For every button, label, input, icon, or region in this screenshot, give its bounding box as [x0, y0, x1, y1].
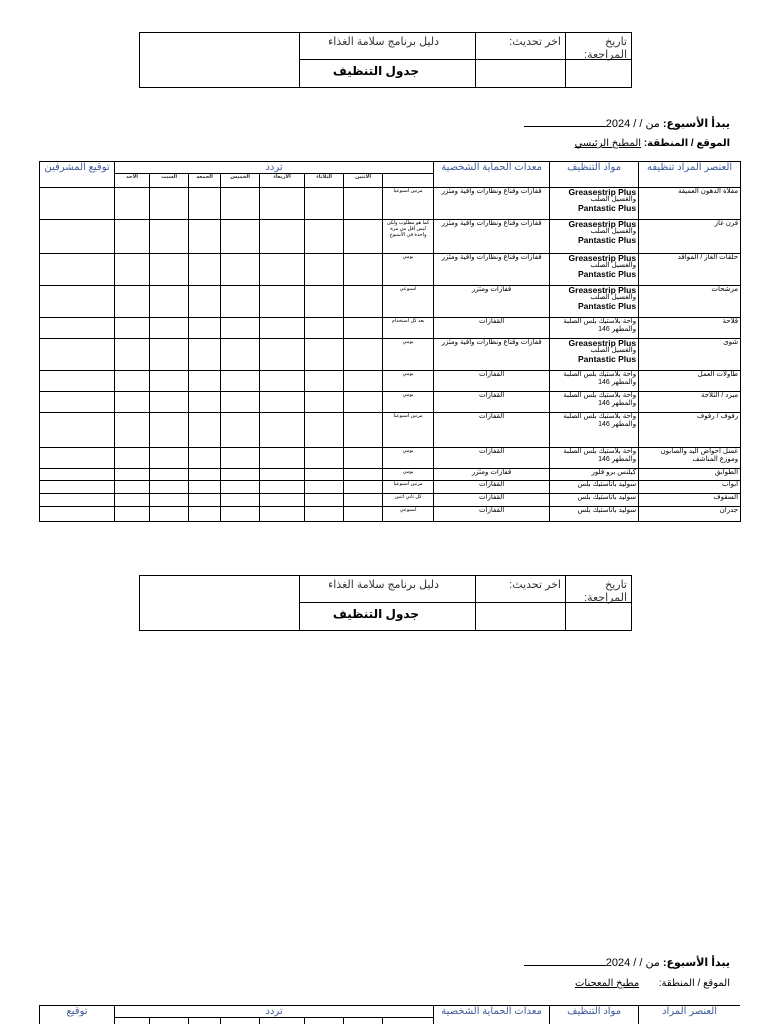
row-frequency: أسبوعي	[383, 286, 434, 318]
row-materials	[550, 371, 639, 392]
row-frequency: بعد كل استخدام	[383, 318, 434, 339]
row-materials	[550, 188, 639, 220]
table-row	[40, 507, 741, 522]
day-check-cell[interactable]	[150, 254, 189, 286]
row-materials	[550, 220, 639, 254]
day-check-cell[interactable]	[150, 494, 189, 507]
day-check-cell[interactable]	[115, 392, 150, 413]
week-start-value: من / / 2024	[605, 118, 660, 130]
day-check-cell[interactable]	[221, 188, 260, 220]
day-check-cell[interactable]	[260, 286, 305, 318]
row-item: غسل أحواض اليد والصابون وموزع المناشف	[639, 448, 741, 469]
row-item: مقلاة الدهون العميقة	[639, 188, 741, 220]
signature-cell[interactable]	[40, 220, 115, 254]
day-check-cell[interactable]	[189, 392, 221, 413]
day-check-cell[interactable]	[150, 286, 189, 318]
table-row	[40, 413, 741, 448]
day-check-cell[interactable]	[344, 507, 383, 522]
row-ppe: قفازات وقناع ونظارات واقية ومئزر	[434, 339, 550, 371]
material-product: Pantastic Plus	[577, 203, 637, 213]
table-row	[40, 318, 741, 339]
day-check-cell[interactable]	[150, 318, 189, 339]
day-check-cell[interactable]	[344, 188, 383, 220]
day-check-cell[interactable]	[189, 286, 221, 318]
site-label: الموقع / المنطقة:	[643, 138, 730, 149]
row-frequency: مرتين اسبوعيا	[383, 188, 434, 220]
row-materials	[550, 448, 639, 469]
row-frequency: يومي	[383, 371, 434, 392]
row-item: فرن غاز	[639, 220, 741, 254]
row-ppe: قفازات وقناع ونظارات واقية ومئزر	[434, 188, 550, 220]
day-check-cell[interactable]	[305, 339, 344, 371]
header-empty-cell	[139, 32, 300, 88]
table-row	[40, 469, 741, 481]
day-check-cell[interactable]	[260, 188, 305, 220]
row-frequency: يومي	[383, 392, 434, 413]
row-ppe: القفازات	[434, 371, 550, 392]
day-check-cell[interactable]	[305, 494, 344, 507]
site-line-1	[575, 138, 730, 149]
row-materials	[550, 254, 639, 286]
day-check-cell[interactable]	[260, 413, 305, 448]
row-materials	[550, 392, 639, 413]
signature-cell[interactable]	[40, 286, 115, 318]
row-item: شوى	[639, 339, 741, 371]
day-check-cell[interactable]	[189, 339, 221, 371]
col-header-frequency: تردد	[115, 1006, 434, 1018]
schedule-title: جدول التنظيف	[299, 59, 476, 88]
col-header-item: العنصر المراد تنظيفه	[639, 162, 741, 188]
day-check-cell[interactable]	[189, 254, 221, 286]
program-title: دليل برنامج سلامة الغذاء	[299, 575, 476, 603]
day-cell	[305, 1018, 344, 1024]
row-item: قلاحة	[639, 318, 741, 339]
material-product: Greasestrip Plus	[568, 285, 637, 295]
material-product: Pantastic Plus	[577, 235, 637, 245]
day-check-cell[interactable]	[115, 286, 150, 318]
week-start-label: يبدأ الأسبوع:	[662, 957, 730, 969]
col-header-frequency: تردد	[115, 162, 434, 174]
day-header-blank	[383, 174, 434, 188]
table-row	[40, 371, 741, 392]
day-cell	[221, 1018, 260, 1024]
table-row	[40, 448, 741, 469]
material-text: واحة بلاستيك بلس الصلبة والمطهر 146	[563, 371, 637, 386]
day-check-cell[interactable]	[305, 254, 344, 286]
day-check-cell[interactable]	[115, 318, 150, 339]
day-check-cell[interactable]	[344, 469, 383, 481]
day-check-cell[interactable]	[305, 318, 344, 339]
signature-cell[interactable]	[40, 392, 115, 413]
day-header-sat: السبت	[150, 174, 189, 188]
material-product: Greasestrip Plus	[568, 219, 637, 229]
day-check-cell[interactable]	[150, 413, 189, 448]
day-check-cell[interactable]	[305, 469, 344, 481]
review-date-label: تاريخ المراجعة:	[565, 575, 632, 603]
material-product: Pantastic Plus	[577, 301, 637, 311]
day-check-cell[interactable]	[221, 286, 260, 318]
week-start-label: يبدأ الأسبوع:	[662, 118, 730, 130]
col-header-signature: توقيع المشرفين	[40, 162, 115, 188]
day-check-cell[interactable]	[344, 392, 383, 413]
row-item: رفوف / رفوف	[639, 413, 741, 448]
row-ppe: قفازات ومئزر	[434, 469, 550, 481]
col-header-item: العنصر المراد	[639, 1006, 740, 1024]
row-ppe: قفازات ومئزر	[434, 286, 550, 318]
day-check-cell[interactable]	[150, 448, 189, 469]
last-update-label: اخر تحديث:	[475, 575, 566, 603]
day-check-cell[interactable]	[115, 494, 150, 507]
day-check-cell[interactable]	[344, 318, 383, 339]
day-check-cell[interactable]	[305, 413, 344, 448]
header-empty-cell	[139, 575, 300, 631]
col-header-ppe: معدات الحماية الشخصية	[434, 162, 550, 188]
day-check-cell[interactable]	[305, 507, 344, 522]
day-check-cell[interactable]	[221, 318, 260, 339]
material-text: سوليد باتاستيك بلس	[577, 481, 637, 488]
site-label: الموقع / المنطقة:	[658, 978, 730, 989]
day-check-cell[interactable]	[305, 448, 344, 469]
day-check-cell[interactable]	[221, 339, 260, 371]
day-check-cell[interactable]	[221, 392, 260, 413]
day-check-cell[interactable]	[221, 254, 260, 286]
day-check-cell[interactable]	[115, 469, 150, 481]
day-cell	[383, 1018, 434, 1024]
table-row	[40, 392, 741, 413]
last-update-value	[475, 59, 566, 88]
day-check-cell[interactable]	[189, 507, 221, 522]
day-check-cell[interactable]	[189, 481, 221, 494]
row-frequency: يومي	[383, 448, 434, 469]
material-text: واحة بلاستيك بلس الصلبة والمطهر 146	[563, 392, 637, 407]
day-check-cell[interactable]	[221, 481, 260, 494]
signature-cell[interactable]	[40, 469, 115, 481]
day-check-cell[interactable]	[189, 448, 221, 469]
row-frequency: مرتين اسبوعيا	[383, 413, 434, 448]
cleaning-schedule-table	[39, 161, 741, 522]
day-check-cell[interactable]	[260, 220, 305, 254]
last-update-label: اخر تحديث:	[475, 32, 566, 60]
day-check-cell[interactable]	[221, 494, 260, 507]
row-ppe: القفازات	[434, 413, 550, 448]
day-check-cell[interactable]	[115, 507, 150, 522]
material-text: واحة بلاستيك بلس الصلبة والمطهر 146	[563, 413, 637, 428]
day-check-cell[interactable]	[221, 413, 260, 448]
material-text: واحة بلاستيك بلس الصلبة والمطهر 146	[563, 318, 637, 333]
day-check-cell[interactable]	[150, 481, 189, 494]
table-row	[40, 220, 741, 254]
day-header-sun: الأحد	[115, 174, 150, 188]
cleaning-schedule-table-2	[39, 1005, 740, 1024]
day-check-cell[interactable]	[260, 507, 305, 522]
day-check-cell[interactable]	[260, 469, 305, 481]
row-ppe: القفازات	[434, 481, 550, 494]
day-check-cell[interactable]	[344, 254, 383, 286]
day-check-cell[interactable]	[305, 188, 344, 220]
row-ppe: القفازات	[434, 318, 550, 339]
day-check-cell[interactable]	[305, 481, 344, 494]
day-check-cell[interactable]	[260, 392, 305, 413]
header-box-2	[139, 575, 632, 631]
row-item: مبرد / الثلاجة	[639, 392, 741, 413]
signature-cell[interactable]	[40, 507, 115, 522]
day-check-cell[interactable]	[189, 318, 221, 339]
row-item: الطوابق	[639, 469, 741, 481]
day-check-cell[interactable]	[189, 188, 221, 220]
day-check-cell[interactable]	[150, 371, 189, 392]
material-text: والغسيل الصلب	[590, 262, 637, 269]
row-materials	[550, 318, 639, 339]
row-ppe: القفازات	[434, 448, 550, 469]
row-materials	[550, 286, 639, 318]
col-header-materials: مواد التنظيف	[550, 1006, 639, 1024]
schedule-title: جدول التنظيف	[299, 602, 476, 631]
day-check-cell[interactable]	[260, 339, 305, 371]
table-row	[40, 481, 741, 494]
day-check-cell[interactable]	[344, 339, 383, 371]
review-date-label: تاريخ المراجعة:	[565, 32, 632, 60]
row-materials	[550, 494, 639, 507]
row-ppe: قفازات وقناع ونظارات واقية ومئزر	[434, 254, 550, 286]
day-cell	[260, 1018, 305, 1024]
row-materials	[550, 469, 639, 481]
site-value: مطبخ المعجنات	[575, 978, 640, 989]
program-title: دليل برنامج سلامة الغذاء	[299, 32, 476, 60]
day-check-cell[interactable]	[344, 286, 383, 318]
day-check-cell[interactable]	[150, 507, 189, 522]
row-frequency: يومي	[383, 254, 434, 286]
material-text: سوليد باتاستيك بلس	[577, 507, 637, 514]
day-check-cell[interactable]	[150, 188, 189, 220]
row-materials	[550, 481, 639, 494]
material-text: والغسيل الصلب	[590, 228, 637, 235]
material-product: Pantastic Plus	[577, 354, 637, 364]
material-product: Greasestrip Plus	[568, 253, 637, 263]
material-product: Greasestrip Plus	[568, 338, 637, 348]
signature-cell[interactable]	[40, 188, 115, 220]
signature-cell[interactable]	[40, 318, 115, 339]
header-box-1	[139, 32, 632, 88]
row-item: مرشحات	[639, 286, 741, 318]
material-text: كيلنس برو فلور	[591, 469, 637, 476]
day-check-cell[interactable]	[189, 469, 221, 481]
day-check-cell[interactable]	[115, 371, 150, 392]
day-check-cell[interactable]	[221, 469, 260, 481]
day-check-cell[interactable]	[189, 371, 221, 392]
table-row	[40, 188, 741, 220]
row-ppe: القفازات	[434, 494, 550, 507]
signature-cell[interactable]	[40, 371, 115, 392]
day-check-cell[interactable]	[221, 371, 260, 392]
day-check-cell[interactable]	[305, 220, 344, 254]
review-date-value	[565, 602, 632, 631]
table-row	[40, 286, 741, 318]
week-start-value: من / / 2024	[605, 957, 660, 969]
material-text: والغسيل الصلب	[590, 196, 637, 203]
week-start-line-2	[524, 956, 730, 969]
day-check-cell[interactable]	[150, 339, 189, 371]
day-check-cell[interactable]	[260, 448, 305, 469]
day-check-cell[interactable]	[150, 469, 189, 481]
col-header-signature: توقيع	[40, 1006, 115, 1024]
row-frequency: يومي	[383, 469, 434, 481]
row-item: طاولات العمل	[639, 371, 741, 392]
material-text: والغسيل الصلب	[590, 294, 637, 301]
table-row	[40, 254, 741, 286]
signature-cell[interactable]	[40, 448, 115, 469]
day-check-cell[interactable]	[115, 254, 150, 286]
day-header-mon: الاثنين	[344, 174, 383, 188]
row-frequency: يومي	[383, 339, 434, 371]
day-check-cell[interactable]	[189, 413, 221, 448]
review-date-value	[565, 59, 632, 88]
signature-cell[interactable]	[40, 494, 115, 507]
day-check-cell[interactable]	[115, 413, 150, 448]
day-check-cell[interactable]	[260, 481, 305, 494]
site-value: المطبخ الرئيسي	[574, 138, 642, 149]
day-check-cell[interactable]	[260, 494, 305, 507]
day-header-fri: الجمعه	[189, 174, 221, 188]
signature-cell[interactable]	[40, 339, 115, 371]
material-text: سوليد باتاستيك بلس	[577, 494, 637, 501]
day-check-cell[interactable]	[260, 318, 305, 339]
row-frequency: مرتين اسبوعيا	[383, 481, 434, 494]
day-check-cell[interactable]	[115, 448, 150, 469]
row-ppe: قفازات وقناع ونظارات واقية ومئزر	[434, 220, 550, 254]
day-check-cell[interactable]	[260, 254, 305, 286]
last-update-value	[475, 602, 566, 631]
row-frequency: كما هو مطلوب ولكن ليس أقل من مرة واحدة في الأسبوع	[383, 220, 434, 254]
row-frequency: أسبوعي	[383, 507, 434, 522]
table-row	[40, 494, 741, 507]
col-header-ppe: معدات الحماية الشخصية	[434, 1006, 550, 1024]
day-check-cell[interactable]	[221, 220, 260, 254]
day-check-cell[interactable]	[305, 392, 344, 413]
site-line-2	[575, 978, 730, 989]
row-item: السقوف	[639, 494, 741, 507]
day-cell	[344, 1018, 383, 1024]
row-materials	[550, 339, 639, 371]
day-check-cell[interactable]	[150, 220, 189, 254]
row-item: جدران	[639, 507, 741, 522]
row-item: ابواب	[639, 481, 741, 494]
day-check-cell[interactable]	[344, 481, 383, 494]
row-frequency: كل ثاني اثنين	[383, 494, 434, 507]
signature-cell[interactable]	[40, 254, 115, 286]
day-check-cell[interactable]	[115, 481, 150, 494]
day-check-cell[interactable]	[221, 448, 260, 469]
row-ppe: القفازات	[434, 507, 550, 522]
signature-cell[interactable]	[40, 481, 115, 494]
day-check-cell[interactable]	[344, 413, 383, 448]
day-check-cell[interactable]	[115, 220, 150, 254]
row-ppe: القفازات	[434, 392, 550, 413]
signature-cell[interactable]	[40, 413, 115, 448]
day-check-cell[interactable]	[150, 392, 189, 413]
material-product: Greasestrip Plus	[568, 187, 637, 197]
day-header-thu: الخميس	[221, 174, 260, 188]
day-check-cell[interactable]	[260, 371, 305, 392]
day-check-cell[interactable]	[344, 371, 383, 392]
day-check-cell[interactable]	[115, 339, 150, 371]
day-cell	[189, 1018, 221, 1024]
day-check-cell[interactable]	[189, 494, 221, 507]
day-cell	[150, 1018, 189, 1024]
material-text: واحة بلاستيك بلس الصلبة والمطهر 146	[563, 448, 637, 463]
day-check-cell[interactable]	[189, 220, 221, 254]
day-check-cell[interactable]	[221, 507, 260, 522]
col-header-materials: مواد التنظيف	[550, 162, 639, 188]
day-check-cell[interactable]	[305, 371, 344, 392]
material-product: Pantastic Plus	[577, 269, 637, 279]
day-check-cell[interactable]	[344, 448, 383, 469]
row-materials	[550, 507, 639, 522]
day-check-cell[interactable]	[115, 188, 150, 220]
day-check-cell[interactable]	[305, 286, 344, 318]
day-header-wed: الأربعاء	[260, 174, 305, 188]
material-text: والغسيل الصلب	[590, 347, 637, 354]
day-header-tue: الثلاثاء	[305, 174, 344, 188]
second-table-clip	[39, 1005, 740, 1024]
day-check-cell[interactable]	[344, 494, 383, 507]
row-materials	[550, 413, 639, 448]
day-cell	[115, 1018, 150, 1024]
week-start-line-1	[524, 117, 730, 130]
table-row	[40, 339, 741, 371]
row-item: حلقات الغاز / المواقد	[639, 254, 741, 286]
day-check-cell[interactable]	[344, 220, 383, 254]
